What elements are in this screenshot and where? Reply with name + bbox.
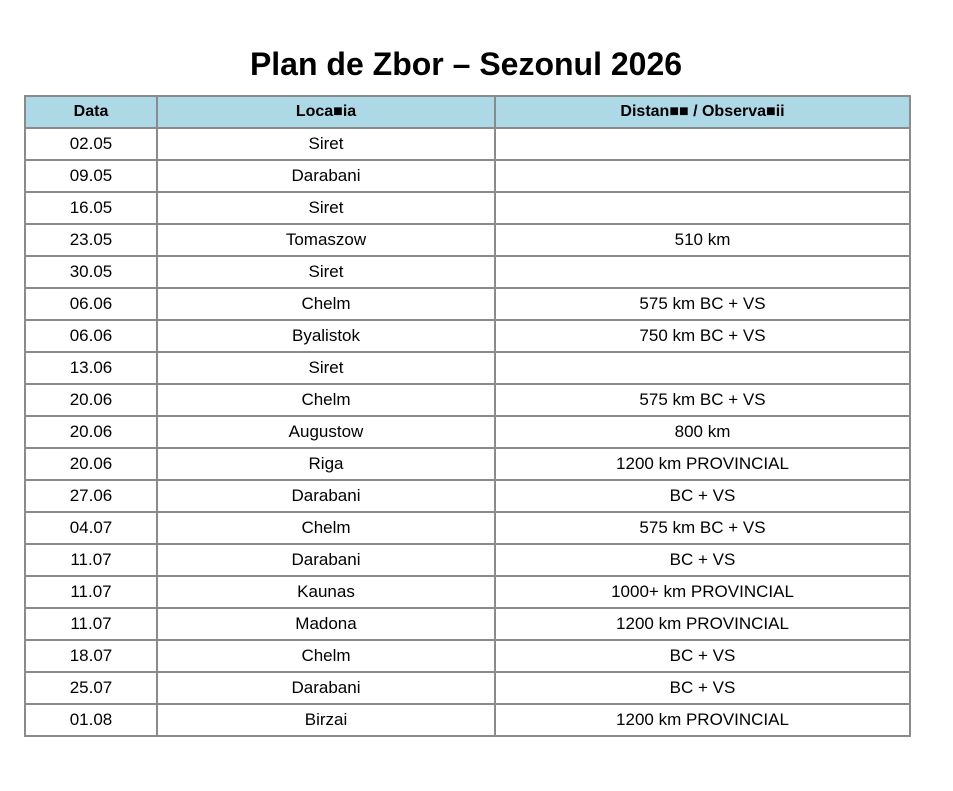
cell-date: 13.06 xyxy=(25,352,157,384)
cell-date: 23.05 xyxy=(25,224,157,256)
table-row xyxy=(25,288,910,320)
cell-distance-notes: 575 km BC + VS xyxy=(495,288,910,320)
table-row xyxy=(25,384,910,416)
cell-location: Byalistok xyxy=(157,320,495,352)
page-title: Plan de Zbor – Sezonul 2026 xyxy=(249,46,683,82)
cell-location: Siret xyxy=(157,352,495,384)
cell-distance-notes: 1200 km PROVINCIAL xyxy=(495,608,910,640)
table-row xyxy=(25,448,910,480)
cell-location: Darabani xyxy=(157,544,495,576)
cell-location: Riga xyxy=(157,448,495,480)
cell-distance-notes xyxy=(495,160,910,192)
cell-location: Chelm xyxy=(157,512,495,544)
cell-distance-notes xyxy=(495,128,910,160)
cell-distance-notes xyxy=(495,352,910,384)
table-row xyxy=(25,416,910,448)
cell-location: Kaunas xyxy=(157,576,495,608)
cell-date: 30.05 xyxy=(25,256,157,288)
cell-distance-notes xyxy=(495,192,910,224)
cell-distance-notes: BC + VS xyxy=(495,480,910,512)
cell-location: Chelm xyxy=(157,384,495,416)
table-row xyxy=(25,480,910,512)
cell-location: Darabani xyxy=(157,160,495,192)
table-row xyxy=(25,672,910,704)
cell-location: Chelm xyxy=(157,640,495,672)
cell-date: 06.06 xyxy=(25,320,157,352)
cell-location: Augustow xyxy=(157,416,495,448)
column-header-date: Data xyxy=(25,96,157,128)
table-row xyxy=(25,128,910,160)
cell-date: 25.07 xyxy=(25,672,157,704)
table-row xyxy=(25,576,910,608)
cell-date: 27.06 xyxy=(25,480,157,512)
cell-distance-notes: 1000+ km PROVINCIAL xyxy=(495,576,910,608)
cell-date: 11.07 xyxy=(25,544,157,576)
cell-date: 18.07 xyxy=(25,640,157,672)
cell-date: 16.05 xyxy=(25,192,157,224)
cell-date: 06.06 xyxy=(25,288,157,320)
cell-date: 20.06 xyxy=(25,448,157,480)
cell-distance-notes: 750 km BC + VS xyxy=(495,320,910,352)
cell-distance-notes xyxy=(495,256,910,288)
table-row xyxy=(25,224,910,256)
cell-location: Tomaszow xyxy=(157,224,495,256)
table-header-row xyxy=(25,96,910,128)
table-row xyxy=(25,544,910,576)
cell-date: 20.06 xyxy=(25,416,157,448)
table-body xyxy=(25,128,910,736)
cell-date: 01.08 xyxy=(25,704,157,736)
cell-date: 09.05 xyxy=(25,160,157,192)
table-row xyxy=(25,192,910,224)
cell-date: 20.06 xyxy=(25,384,157,416)
table-row xyxy=(25,608,910,640)
cell-location: Siret xyxy=(157,128,495,160)
cell-distance-notes: 1200 km PROVINCIAL xyxy=(495,448,910,480)
cell-distance-notes: 575 km BC + VS xyxy=(495,512,910,544)
table-row xyxy=(25,160,910,192)
cell-location: Darabani xyxy=(157,672,495,704)
table-row xyxy=(25,512,910,544)
cell-distance-notes: BC + VS xyxy=(495,640,910,672)
cell-date: 02.05 xyxy=(25,128,157,160)
cell-location: Birzai xyxy=(157,704,495,736)
cell-location: Chelm xyxy=(157,288,495,320)
table-row xyxy=(25,352,910,384)
cell-location: Siret xyxy=(157,192,495,224)
cell-location: Siret xyxy=(157,256,495,288)
table-row xyxy=(25,640,910,672)
column-header-distance-notes: Distan■■ / Observa■ii xyxy=(495,96,910,128)
cell-distance-notes: 800 km xyxy=(495,416,910,448)
cell-distance-notes: BC + VS xyxy=(495,672,910,704)
cell-date: 11.07 xyxy=(25,576,157,608)
table-row xyxy=(25,256,910,288)
cell-distance-notes: BC + VS xyxy=(495,544,910,576)
flight-schedule-table xyxy=(24,95,911,737)
cell-location: Madona xyxy=(157,608,495,640)
cell-date: 11.07 xyxy=(25,608,157,640)
table-row xyxy=(25,320,910,352)
column-header-location: Loca■ia xyxy=(157,96,495,128)
cell-location: Darabani xyxy=(157,480,495,512)
cell-date: 04.07 xyxy=(25,512,157,544)
cell-distance-notes: 510 km xyxy=(495,224,910,256)
cell-distance-notes: 575 km BC + VS xyxy=(495,384,910,416)
table-row xyxy=(25,704,910,736)
cell-distance-notes: 1200 km PROVINCIAL xyxy=(495,704,910,736)
